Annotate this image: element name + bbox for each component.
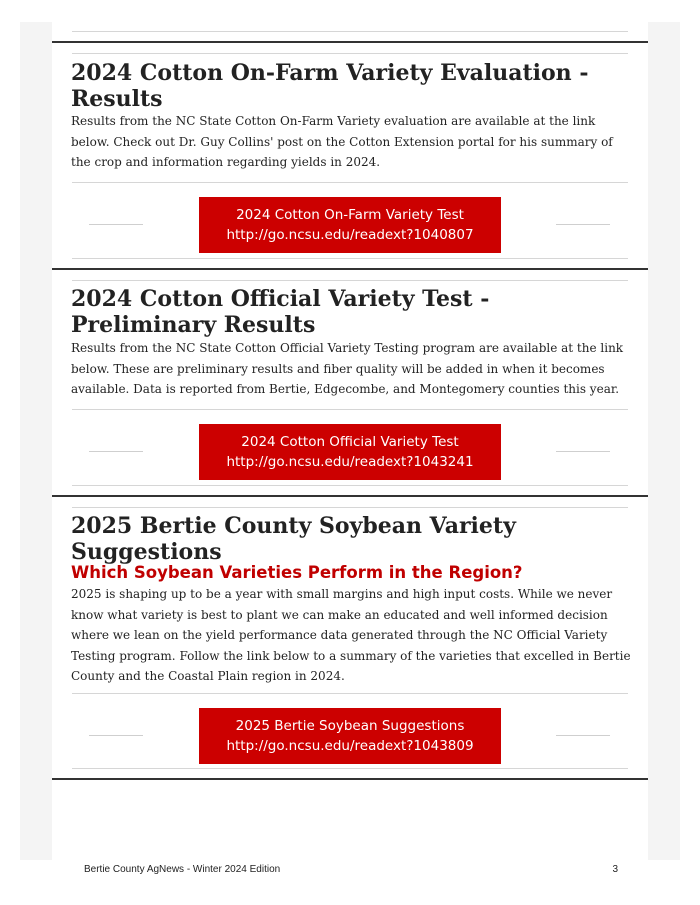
button-side-rule: [89, 224, 143, 225]
button-side-rule: [89, 451, 143, 452]
button-label: 2024 Cotton On-Farm Variety Test: [236, 207, 464, 223]
footer-publication: Bertie County AgNews - Winter 2024 Edition: [84, 864, 281, 875]
section-divider: [52, 778, 648, 780]
divider: [72, 768, 628, 769]
button-row-soybean: [52, 708, 648, 764]
left-page-gutter: [20, 22, 52, 860]
soybean-suggestions-link-button[interactable]: [199, 708, 501, 764]
footer-page-number: 3: [612, 864, 618, 875]
button-label: 2025 Bertie Soybean Suggestions: [235, 718, 465, 734]
section-subtitle-soybean: Which Soybean Varieties Perform in the Region?: [71, 563, 523, 582]
button-url: http://go.ncsu.edu/readext?1043809: [226, 738, 474, 754]
section-divider: [52, 41, 648, 43]
newsletter-page: [52, 0, 648, 860]
divider: [72, 258, 628, 259]
divider: [72, 53, 628, 54]
button-label: 2024 Cotton Official Variety Test: [241, 434, 459, 450]
section-body-cotton-official: Results from the NC State Cotton Official Variety Testing program are available at the link below. These are preliminary results and fiber quality will be added in when it becomes available. Data is reported from Bertie, Edgecombe, and Montegomery counties this year.: [71, 341, 624, 396]
button-side-rule: [89, 735, 143, 736]
button-url: http://go.ncsu.edu/readext?1040807: [226, 227, 474, 243]
section-divider: [52, 495, 648, 497]
button-side-rule: [556, 735, 610, 736]
cotton-official-link-button[interactable]: [199, 424, 501, 480]
button-url: http://go.ncsu.edu/readext?1043241: [226, 454, 474, 470]
cotton-on-farm-link-button[interactable]: [199, 197, 501, 253]
button-row-cotton-official: [52, 424, 648, 480]
section-divider: [52, 268, 648, 270]
divider: [72, 280, 628, 281]
divider: [72, 409, 628, 410]
section-body-cotton-on-farm: Results from the NC State Cotton On-Farm Variety evaluation are available at the link below. Check out Dr. Guy Collins' post on the Cotton Extension portal for his summary of the crop and information regarding yields in 2024.: [71, 114, 613, 169]
section-title-soybean: 2025 Bertie County Soybean Variety Suggestions: [71, 513, 516, 565]
divider: [72, 693, 628, 694]
section-body-soybean: 2025 is shaping up to be a year with small margins and high input costs. While we never know what variety is best to plant we can make an educated and well informed decision where we lean on the yield performance data generated through the NC Official Variety Testing program. Follow the link below to a summary of the varieties that excelled in Bertie County and the Coastal Plain region in 2024.: [71, 587, 631, 683]
button-row-cotton-on-farm: [52, 197, 648, 253]
divider: [72, 485, 628, 486]
right-page-gutter: [648, 22, 680, 860]
divider: [72, 182, 628, 183]
button-side-rule: [556, 224, 610, 225]
button-side-rule: [556, 451, 610, 452]
section-title-cotton-on-farm: 2024 Cotton On-Farm Variety Evaluation - Results: [71, 60, 589, 112]
divider: [72, 31, 628, 32]
divider: [72, 507, 628, 508]
section-title-cotton-official: 2024 Cotton Official Variety Test - Preliminary Results: [71, 286, 490, 338]
